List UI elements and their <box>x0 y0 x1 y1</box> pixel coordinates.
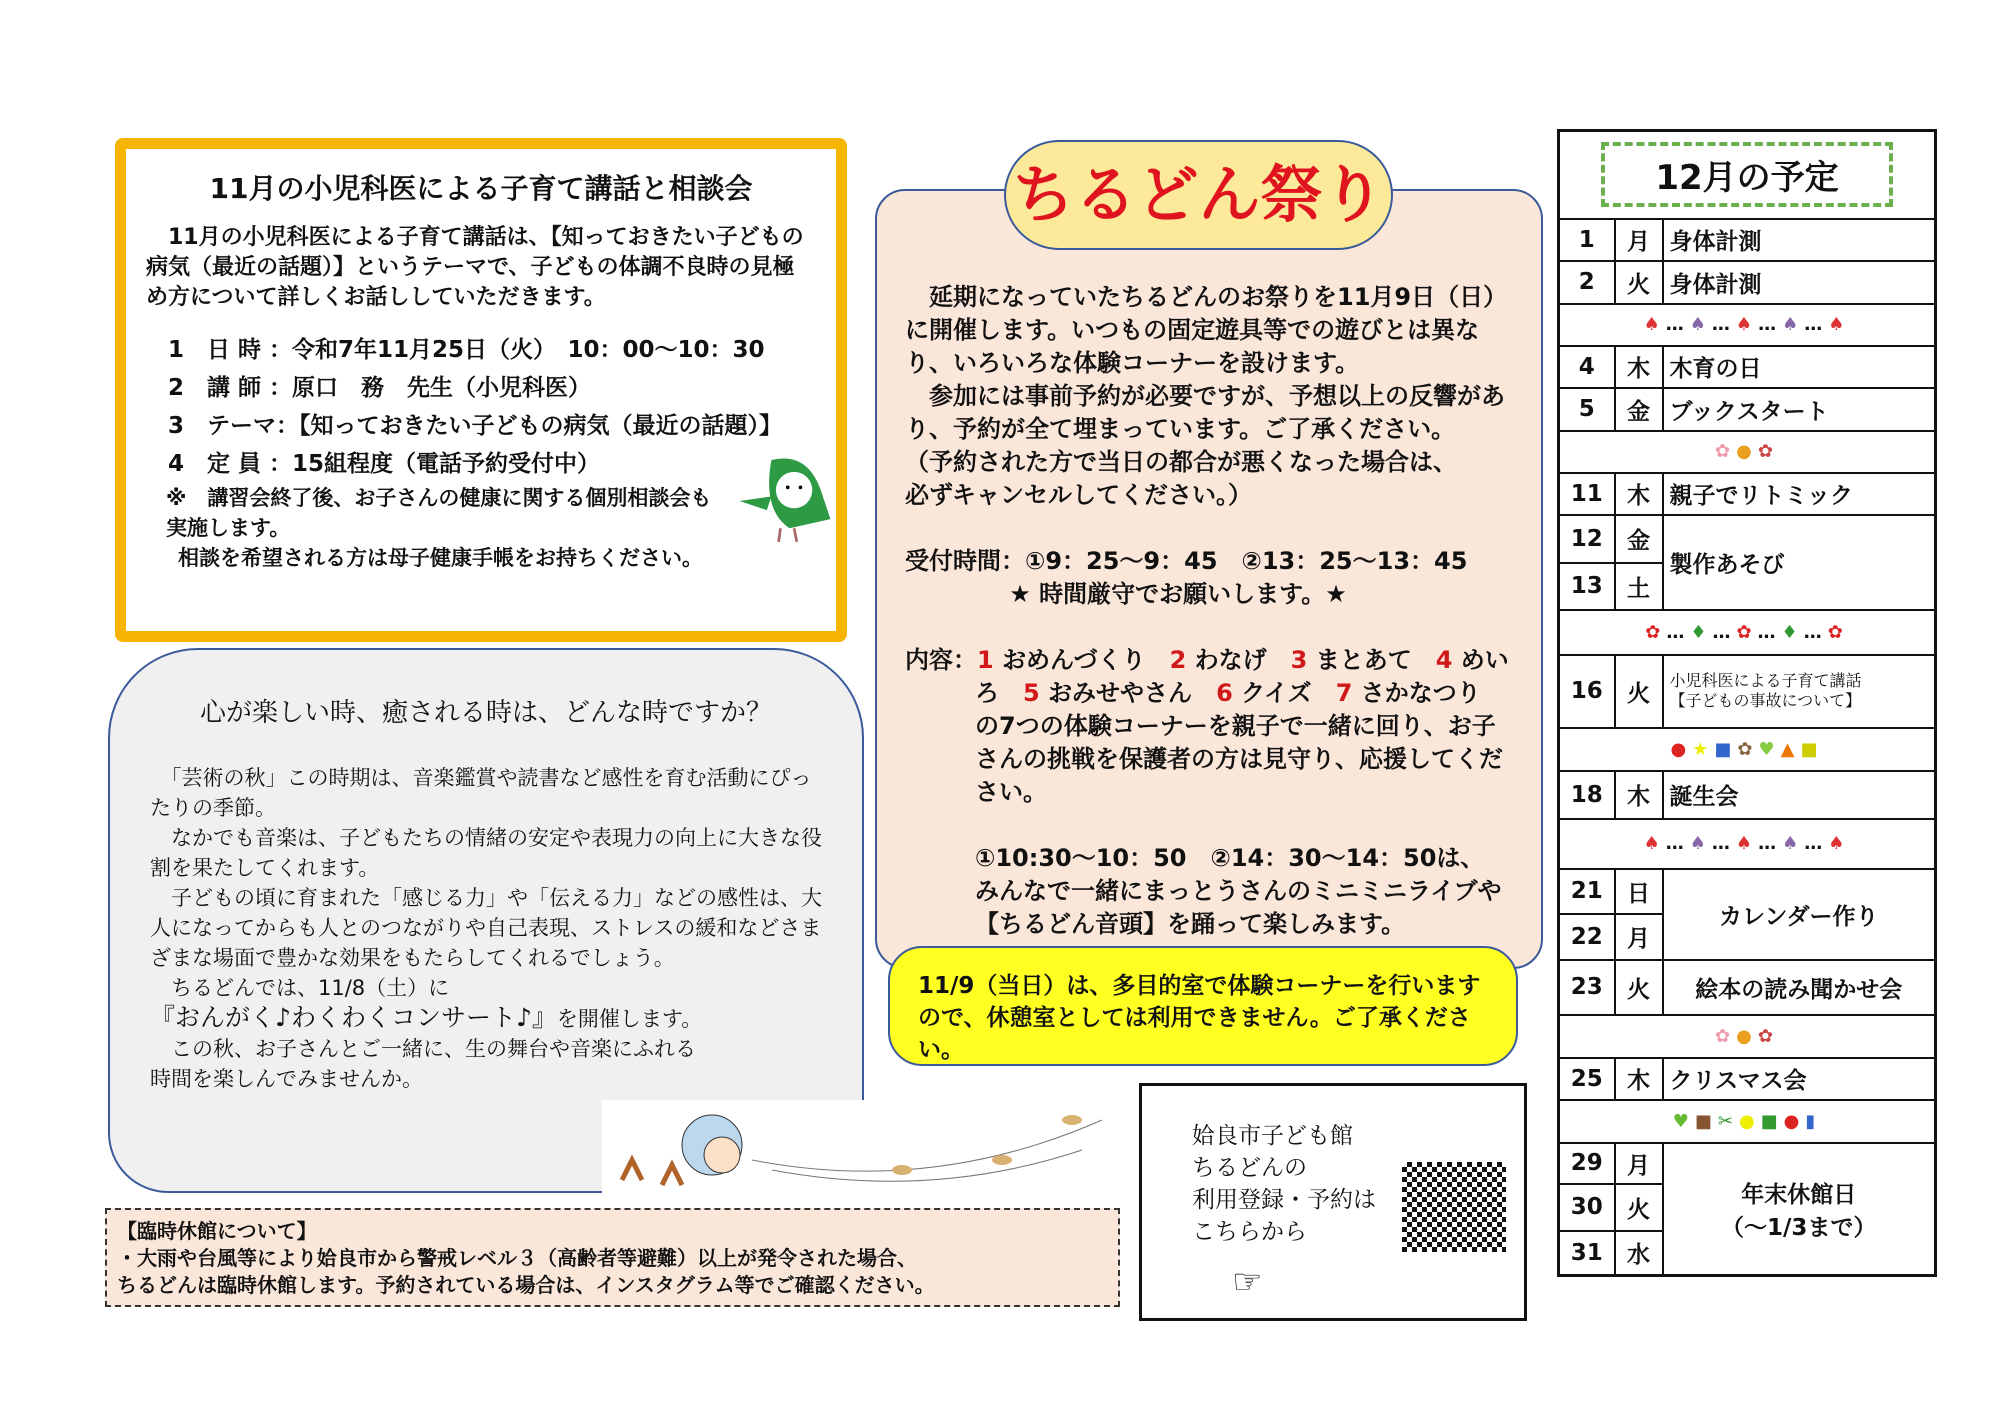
corner-name: クイズ <box>1241 679 1312 707</box>
registration-qr-box <box>1139 1083 1527 1321</box>
schedule-weekday: 火 <box>1615 261 1663 304</box>
festival-contents <box>905 644 1511 809</box>
essay-concert <box>150 1003 822 1034</box>
schedule-event: 身体計測 <box>1663 261 1936 304</box>
lecture-theme: 3 テーマ：【知っておきたい子どもの病気（最近の話題）】 <box>168 413 783 439</box>
concert-tail: を開催します。 <box>556 1007 703 1031</box>
schedule-event: 製作あそび <box>1663 515 1936 610</box>
schedule-row <box>1559 960 1936 1015</box>
cat-decoration-icon: ✿●✿ <box>1559 431 1936 473</box>
schedule-weekday: 木 <box>1615 1058 1663 1100</box>
schedule-decoration-row <box>1559 431 1936 473</box>
schedule-decoration-row <box>1559 610 1936 655</box>
live-time: ①10:30～10：50 ②14：30～14：50は、 <box>975 844 1485 872</box>
contents-tail: の7つの体験コーナーを親子で一緒に回り、お子さんの挑戦を保護者の方は見守り、応援してください。 <box>975 712 1503 806</box>
reception-time: 受付時間：①9：25～9：45 ②13：25～13：45 <box>905 547 1468 575</box>
lecture-title: 11月の小児科医による子育て講話と相談会 <box>209 172 753 205</box>
live-description: みんなで一緒にまっとうさんのミニミニライブや【ちるどん音頭】を踊って楽しみます。 <box>975 877 1502 938</box>
schedule-day: 5 <box>1559 388 1615 431</box>
schedule-weekday: 月 <box>1615 914 1663 960</box>
autumn-wind-boy-illustration <box>602 1100 1122 1200</box>
festival-paragraph: 延期になっていたちるどんのお祭りを11月9日（日）に開催します。いつもの固定遊具等での遊びとは異なり、いろいろな体験コーナーを設けます。 <box>905 283 1508 377</box>
lecture-intro: 11月の小児科医による子育て講話は、【知っておきたい子どもの病気（最近の話題）】というテーマで、子どもの体調不良時の見極め方について詳しくお話ししていただきます。 <box>146 225 804 310</box>
schedule-weekday: 木 <box>1615 473 1663 515</box>
schedule-weekday: 日 <box>1615 869 1663 914</box>
cat-decoration-icon: ✿●✿ <box>1559 1015 1936 1058</box>
schedule-weekday: 月 <box>1615 1143 1663 1184</box>
pointing-hand-icon: ☞ <box>1232 1262 1263 1302</box>
schedule-weekday: 火 <box>1615 960 1663 1015</box>
schedule-weekday: 月 <box>1615 219 1663 261</box>
schedule-row <box>1559 1143 1936 1184</box>
items2-decoration-icon: ♥■✂●■●▮ <box>1559 1100 1936 1143</box>
festival-title: ちるどん祭り <box>1004 140 1393 250</box>
qr-text: 利用登録・予約は <box>1192 1187 1376 1213</box>
schedule-row <box>1559 219 1936 261</box>
essay-paragraph: 「芸術の秋」この時期は、音楽鑑賞や読書など感性を育む活動にぴったりの季節。 <box>150 766 812 820</box>
schedule-day: 21 <box>1559 869 1615 914</box>
same-day-note: 11/9（当日）は、多目的室で体験コーナーを行いますので、休憩室としては利用できません。ご了承ください。 <box>888 946 1518 1066</box>
flower-decoration-icon: ✿…♦…✿…♦…✿ <box>1559 610 1936 655</box>
schedule-weekday: 金 <box>1615 515 1663 563</box>
mushroom-decoration-icon: ♠…♠…♠…♠…♠ <box>1559 819 1936 869</box>
schedule-event: 木育の日 <box>1663 346 1936 388</box>
corner-number: 3 <box>1290 646 1308 674</box>
concert-title: 『おんがく♪わくわくコンサート♪』 <box>150 1003 557 1032</box>
schedule-row <box>1559 1058 1936 1100</box>
corner-name: わなげ <box>1194 646 1267 674</box>
schedule-row <box>1559 388 1936 431</box>
schedule-decoration-row <box>1559 304 1936 346</box>
qr-text: 姶良市子ども館 <box>1192 1123 1353 1149</box>
schedule-day: 29 <box>1559 1143 1615 1184</box>
schedule-day: 2 <box>1559 261 1615 304</box>
essay-paragraph: なかでも音楽は、子どもたちの情緒の安定や表現力の向上に大きな役割を果たしてくれます。 <box>150 826 822 880</box>
schedule-row <box>1559 655 1936 728</box>
schedule-day: 25 <box>1559 1058 1615 1100</box>
notice-title: 【臨時休館について】 <box>117 1219 317 1243</box>
schedule-day: 12 <box>1559 515 1615 563</box>
notice-line: ・大雨や台風等により姶良市から警戒レベル３（高齢者等避難）以上が発令された場合、 <box>117 1246 917 1270</box>
temporary-closure-notice <box>105 1208 1120 1307</box>
corner-number: 5 <box>1023 679 1040 707</box>
mushroom-decoration-icon: ♠…♠…♠…♠…♠ <box>1559 304 1936 346</box>
schedule-title: 12月の予定 <box>1601 142 1892 207</box>
festival-paragraph: 参加には事前予約が必要ですが、予想以上の反響があり、予約が全て埋まっています。ご了承ください。 <box>905 382 1505 443</box>
corner-number: 6 <box>1216 679 1233 707</box>
corner-name: おみせやさん <box>1048 679 1193 707</box>
schedule-row <box>1559 771 1936 819</box>
schedule-day: 1 <box>1559 219 1615 261</box>
corner-number: 1 <box>977 646 994 674</box>
schedule-day: 31 <box>1559 1231 1615 1276</box>
schedule-decoration-row <box>1559 728 1936 771</box>
festival-panel <box>875 189 1543 969</box>
festival-paragraph: （予約された方で当日の都合が悪くなった場合は、必ずキャンセルしてください。） <box>905 448 1457 509</box>
schedule-event: 身体計測 <box>1663 219 1936 261</box>
schedule-row <box>1559 261 1936 304</box>
punctual-note: ★ 時間厳守でお願いします。★ <box>1009 580 1347 608</box>
essay-paragraph: 子どもの頃に育まれた「感じる力」や「伝える力」などの感性は、大人になってからも人とのつながりや自己表現、ストレスの緩和などさまざまな場面で豊かな効果をもたらしてくれるでしょう。 <box>150 886 822 970</box>
schedule-day: 4 <box>1559 346 1615 388</box>
schedule-event: 親子でリトミック <box>1663 473 1936 515</box>
essay-paragraph: この秋、お子さんとご一緒に、生の舞台や音楽にふれる時間を楽しんでみませんか。 <box>150 1037 696 1091</box>
schedule-day: 18 <box>1559 771 1615 819</box>
schedule-event: 小児科医による子育て講話 【子どもの事故について】 <box>1663 655 1936 728</box>
qr-text: こちらから <box>1192 1219 1307 1245</box>
december-schedule <box>1557 129 1937 1277</box>
items-decoration-icon: ●★■✿♥▲■ <box>1559 728 1936 771</box>
lecture-capacity: 4 定 員 ：15組程度（電話予約受付中） <box>168 451 601 477</box>
schedule-weekday: 木 <box>1615 346 1663 388</box>
schedule-event: クリスマス会 <box>1663 1058 1936 1100</box>
schedule-day: 22 <box>1559 914 1615 960</box>
contents-label: 内容： <box>905 646 977 674</box>
corner-number: 4 <box>1435 646 1453 674</box>
schedule-header <box>1559 131 1936 219</box>
schedule-day: 13 <box>1559 563 1615 610</box>
schedule-day: 30 <box>1559 1184 1615 1231</box>
lecture-note-2: 相談を希望される方は母子健康手帳をお持ちください。 <box>178 546 703 570</box>
schedule-event: 年末休館日 （～1/3まで） <box>1663 1143 1936 1276</box>
schedule-event: 誕生会 <box>1663 771 1936 819</box>
schedule-day: 11 <box>1559 473 1615 515</box>
schedule-day: 16 <box>1559 655 1615 728</box>
schedule-row <box>1559 869 1936 914</box>
schedule-event: カレンダー作り <box>1663 869 1936 960</box>
lecture-note: ※ 講習会終了後、お子さんの健康に関する個別相談会も実施します。 <box>166 486 712 540</box>
essay-paragraph: ちるどんでは、11/8（土）に <box>150 976 450 1000</box>
schedule-day: 23 <box>1559 960 1615 1015</box>
notice-line: ちるどんは臨時休館します。予約されている場合は、インスタグラム等でご確認ください。 <box>117 1273 935 1297</box>
corner-name: めいろ <box>975 646 1509 707</box>
corner-name: おめんづくり <box>1002 646 1146 674</box>
qr-text: ちるどんの <box>1192 1155 1307 1181</box>
schedule-row <box>1559 473 1936 515</box>
schedule-weekday: 木 <box>1615 771 1663 819</box>
corner-number: 7 <box>1335 679 1353 707</box>
schedule-decoration-row <box>1559 819 1936 869</box>
corner-name: まとあて <box>1315 646 1412 674</box>
qr-code[interactable] <box>1402 1162 1506 1252</box>
corner-name: さかなつり <box>1360 679 1481 707</box>
lecture-date: 1 日 時 ：令和7年11月25日（火） 10：00～10：30 <box>168 337 765 363</box>
owl-mascot-illustration <box>735 455 835 547</box>
schedule-weekday: 土 <box>1615 563 1663 610</box>
schedule-weekday: 火 <box>1615 655 1663 728</box>
corner-number: 2 <box>1169 646 1187 674</box>
schedule-decoration-row <box>1559 1100 1936 1143</box>
schedule-weekday: 金 <box>1615 388 1663 431</box>
schedule-decoration-row <box>1559 1015 1936 1058</box>
essay-title: 心が楽しい時、癒される時は、どんな時ですか？ <box>199 698 772 728</box>
lecture-speaker: 2 講 師 ：原口 務 先生（小児科医） <box>168 375 592 401</box>
schedule-event: 絵本の読み聞かせ会 <box>1663 960 1936 1015</box>
schedule-row <box>1559 346 1936 388</box>
schedule-event: ブックスタート <box>1663 388 1936 431</box>
schedule-weekday: 水 <box>1615 1231 1663 1276</box>
lecture-announcement <box>115 138 847 642</box>
schedule-row <box>1559 515 1936 563</box>
schedule-weekday: 火 <box>1615 1184 1663 1231</box>
